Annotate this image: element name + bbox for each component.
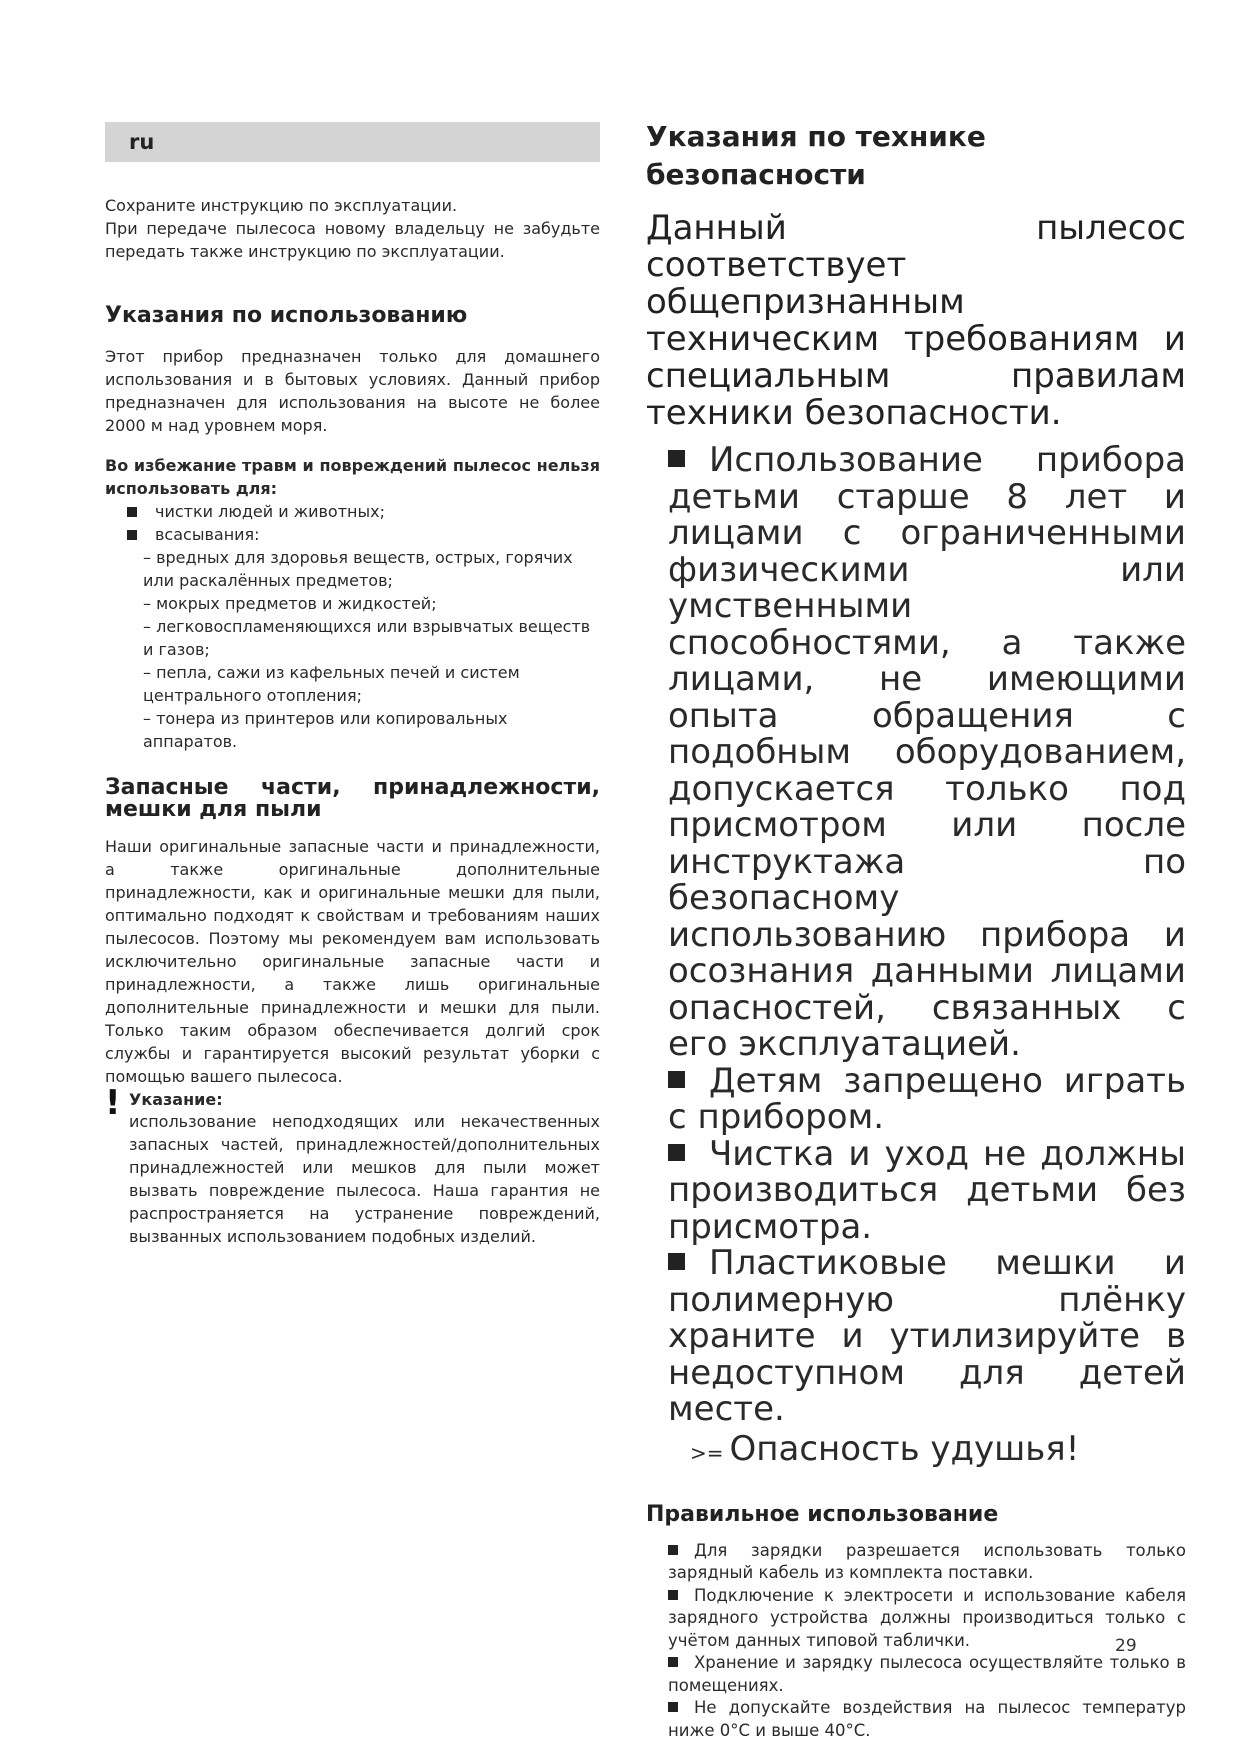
list-item: Использование прибора детьми старше 8 лет и лицами с ограниченными физическими или умственными способностями, а также лицами, не имеющими опыта обращения с подобным оборудованием, допускается только под присмотром или после инструктажа по безопасному использованию прибора и осознания данными лицами опасностей, связанных с его эксплуатацией. <box>668 440 1186 1064</box>
parts-heading: Запасные части, принадлежности, мешки для пыли <box>105 775 600 822</box>
right-column <box>646 118 1186 1742</box>
safety-intro: Данный пылесос соответствует общепризнанным техническим требованиям и специальным правилам техники безопасности. <box>646 208 1186 433</box>
usage-dash-list <box>105 546 600 753</box>
list-item: всасывания: <box>105 523 600 546</box>
bullet-square-icon <box>668 1702 678 1712</box>
list-item: – тонера из принтеров или копировальных аппаратов. <box>143 709 508 751</box>
list-item: – мокрых предметов и жидкостей; <box>143 594 437 613</box>
left-column <box>105 122 600 1248</box>
safety-heading: Указания по технике безопасности <box>646 120 986 191</box>
bullet-square-icon <box>127 530 137 540</box>
bullet-square-icon <box>668 1071 685 1088</box>
parts-text: Наши оригинальные запасные части и принадлежности, а также оригинальные дополнительные принадлежности, как и оригинальные мешки для пыли, оптимально подходят к свойствам и требованиям наших пылесосов. Поэтому мы рекомендуем вам использовать исключительно оригинальные запасные части и принадлежности, а также лишь оригинальные дополнительные принадлежности и мешки для пыли. Только таким образом обеспечивается долгий срок службы и гарантируется высокий результат уборки с помощью вашего пылесоса. <box>105 837 600 1086</box>
list-item: – пепла, сажи из кафельных печей и систем центрального отопления; <box>143 663 520 705</box>
list-item: Для зарядки разрешается использовать только зарядный кабель из комплекта поставки. <box>668 1540 1186 1582</box>
safety-list <box>646 442 1186 1428</box>
list-item: Хранение и зарядку пылесоса осуществляйте только в помещениях. <box>668 1653 1186 1695</box>
proper-use-heading: Правильное использование <box>646 1501 999 1527</box>
arrow-icon: >= <box>690 1440 724 1465</box>
intro-line-2: При передаче пылесоса новому владельцу не забудьте передать также инструкцию по эксплуатации. <box>105 219 600 261</box>
list-item: Не допускайте воздействия на пылесос температур ниже 0°C и выше 40°C. <box>668 1698 1186 1740</box>
usage-text: Этот прибор предназначен только для домашнего использования и в бытовых условиях. Данный прибор предназначен для использования на высоте не более 2000 м над уровнем моря. <box>105 347 600 435</box>
usage-heading: Указания по использованию <box>105 303 468 328</box>
danger-line <box>646 1430 1186 1472</box>
list-item: чистки людей и животных; <box>105 500 600 523</box>
intro-line-1: Сохраните инструкцию по эксплуатации. <box>105 196 458 215</box>
list-item: – легковоспламеняющихся или взрывчатых веществ и газов; <box>143 617 591 659</box>
note-text: использование неподходящих или некачественных запасных частей, принадлежностей/дополнительных принадлежностей или мешков для пыли может вызвать повреждение пылесоса. Наша гарантия не распространяется на устранение повреждений, вызванных использованием подобных изделий. <box>129 1112 600 1246</box>
note-title: Указание: <box>129 1090 223 1109</box>
bullet-square-icon <box>668 450 685 467</box>
list-item: Подключение к электросети и использование кабеля зарядного устройства должны производиться только с учётом данных типовой таблички. <box>668 1585 1186 1650</box>
list-item: Чистка и уход не должны производиться детьми без присмотра. <box>668 1133 1186 1247</box>
bullet-square-icon <box>668 1590 678 1600</box>
language-tag: ru <box>129 130 155 154</box>
usage-warning-lead: Во избежание травм и повреждений пылесос нельзя использовать для: <box>105 456 600 498</box>
exclamation-icon: ! <box>105 1083 121 1123</box>
language-tag-bar <box>105 122 600 162</box>
bullet-square-icon <box>668 1545 678 1555</box>
intro-block <box>105 194 600 263</box>
list-item: Пластиковые мешки и полимерную плёнку храните и утилизируйте в недоступном для детей месте. <box>668 1243 1186 1429</box>
usage-bullet-list <box>105 500 600 546</box>
bullet-square-icon <box>668 1253 685 1270</box>
danger-text: Опасность удушья! <box>729 1428 1080 1469</box>
list-item: Детям запрещено играть с прибором. <box>668 1060 1186 1137</box>
list-item: – вредных для здоровья веществ, острых, горячих или раскалённых предметов; <box>143 548 573 590</box>
bullet-square-icon <box>668 1144 685 1161</box>
proper-use-list <box>646 1540 1186 1743</box>
bullet-square-icon <box>668 1657 678 1667</box>
page-number: 29 <box>1115 1636 1137 1656</box>
bullet-square-icon <box>127 507 137 517</box>
note-block <box>105 1083 600 1248</box>
